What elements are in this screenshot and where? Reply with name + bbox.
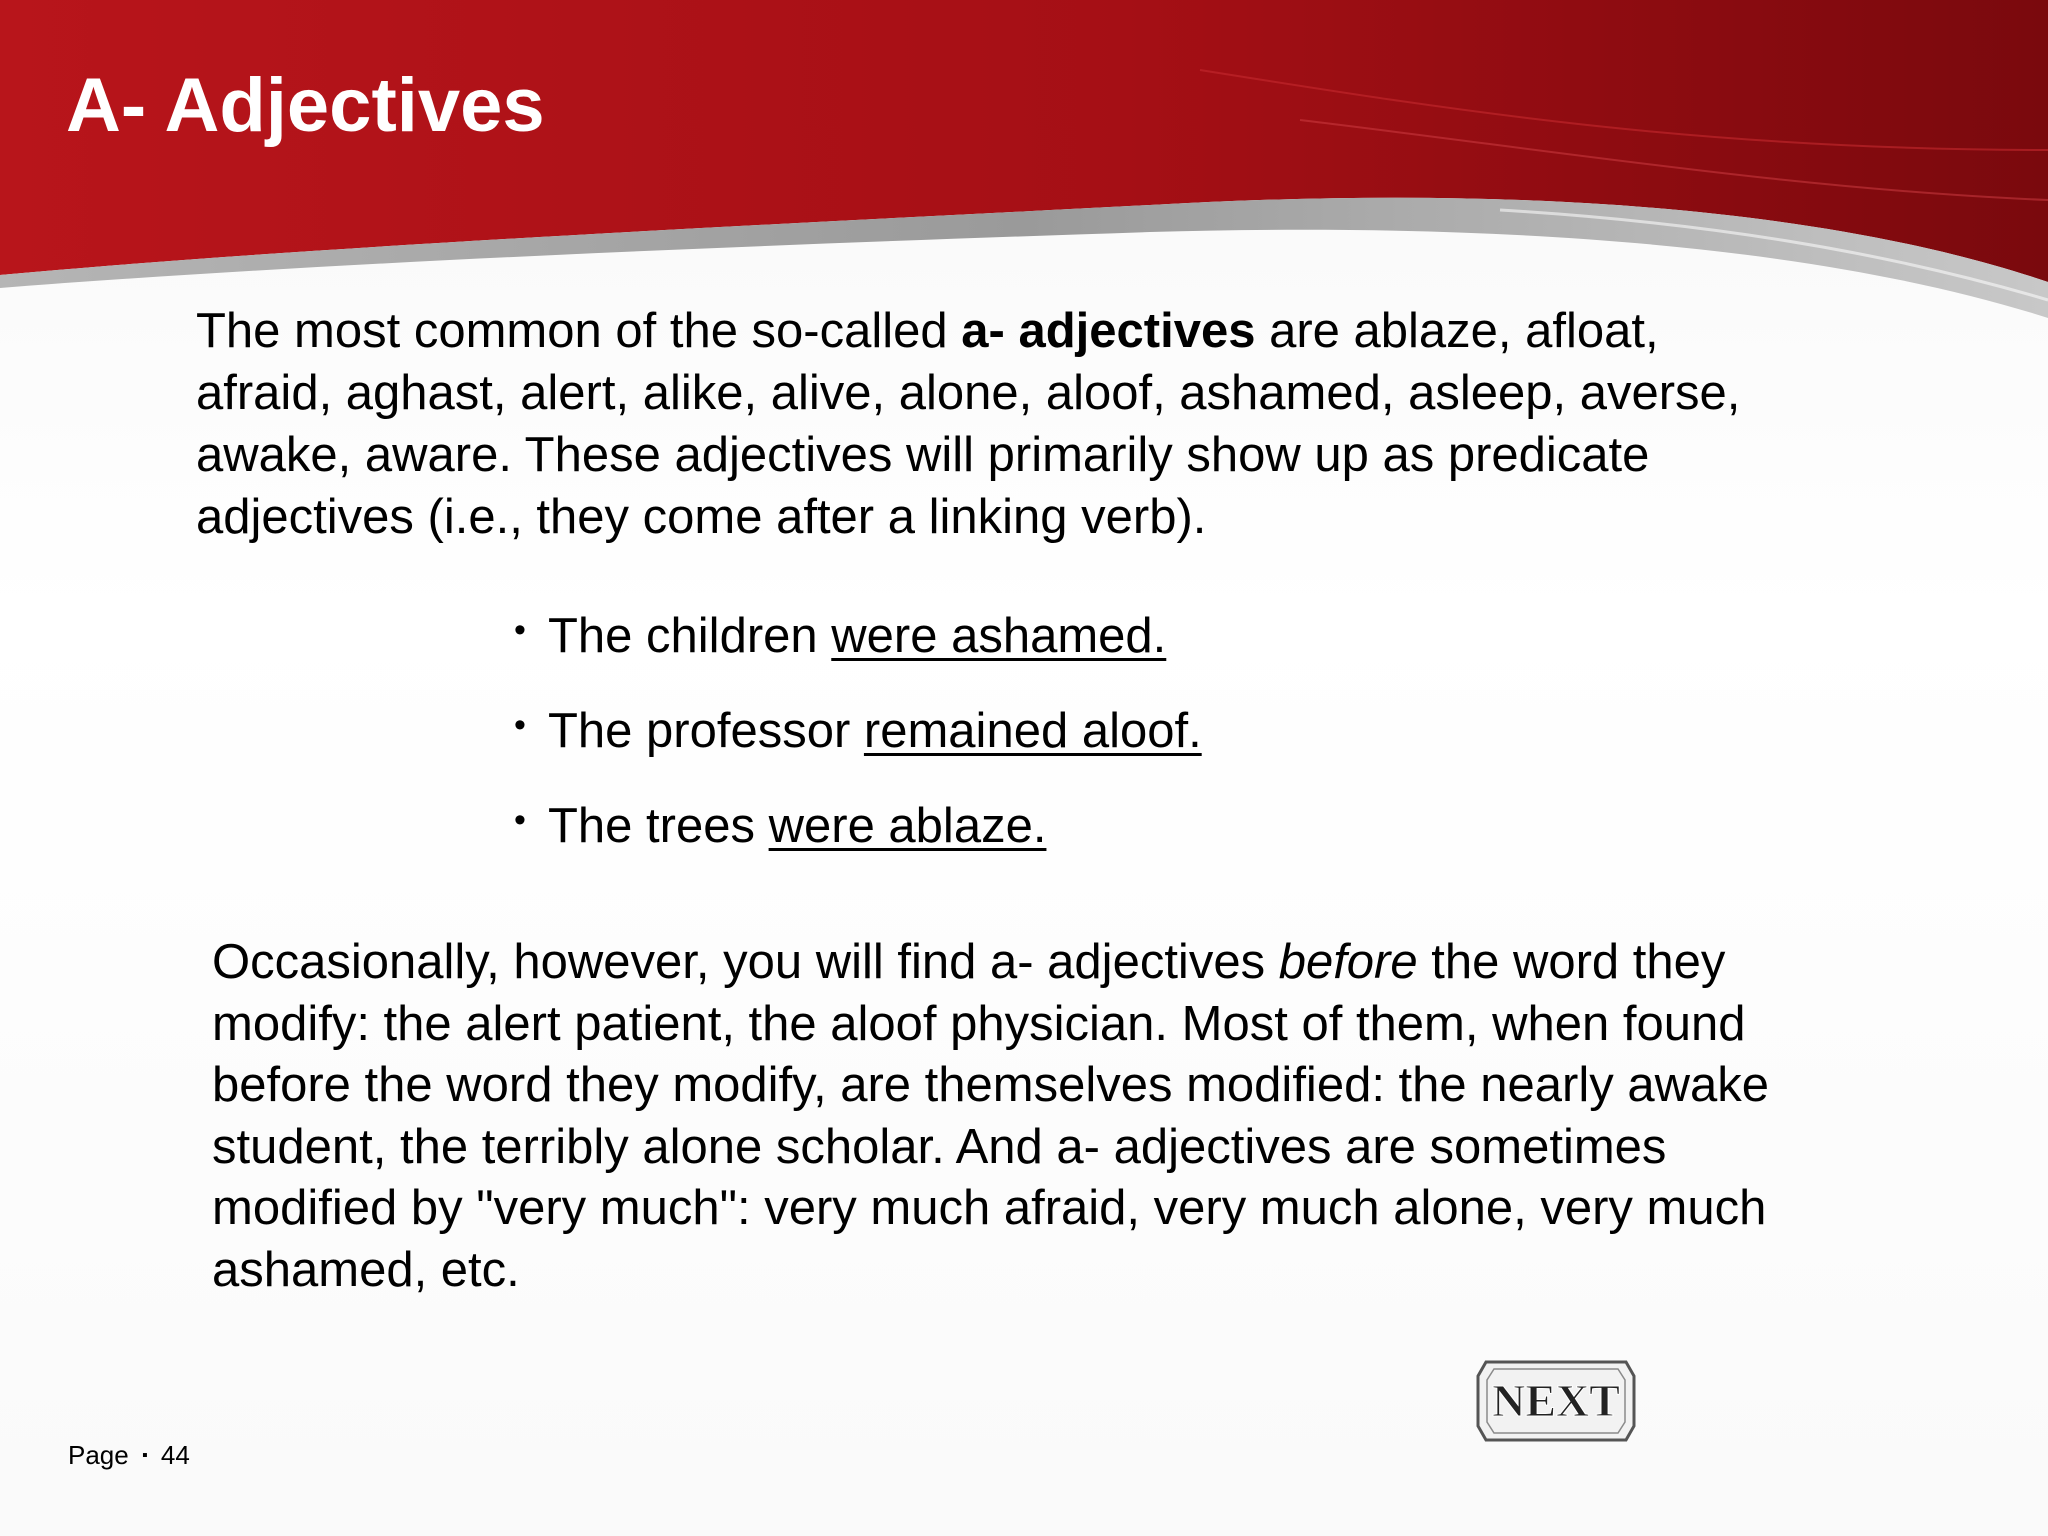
slide-title: A- Adjectives (66, 63, 545, 148)
example-plain-text: The trees (548, 799, 769, 853)
header-banner (0, 0, 2048, 330)
example-plain-text: The professor (548, 704, 864, 758)
intro-paragraph (196, 300, 1756, 548)
intro-text-end: are ablaze, afloat, afraid, aghast, alert, alike, alive, alone, aloof, ashamed, asleep, averse, awake, aware. These adjectives will primarily show up as predicate adjectives (i.e., they come after a linking verb). (196, 304, 1741, 544)
bullet-icon: • (514, 801, 526, 839)
second-paragraph (212, 932, 1852, 1301)
para2-italic-term: before (1278, 935, 1418, 989)
intro-text-start: The most common of the so-called (196, 304, 962, 358)
bullet-icon: • (514, 706, 526, 744)
example-underlined-text: remained aloof. (863, 704, 1202, 758)
intro-bold-term: a- adjectives (961, 304, 1256, 358)
example-item (512, 605, 1202, 700)
example-underlined-text: were ablaze. (768, 799, 1047, 853)
page-footer (68, 1440, 190, 1471)
page-separator: ▪ (141, 1447, 148, 1464)
page-label: Page (68, 1440, 129, 1470)
example-item (512, 795, 1202, 890)
example-plain-text: The children (548, 609, 832, 663)
para2-text-end: the word they modify: the alert patient, the aloof physician. Most of them, when found before the word they modify, are themselves modified: the nearly awake student, the terribly alone scholar. And a- adjectives are sometimes modified by "very much": very much afraid, very much alone, very much ashamed, etc. (212, 935, 1769, 1297)
bullet-icon: • (514, 611, 526, 649)
next-button-label: NEXT (1492, 1375, 1620, 1426)
example-list (512, 605, 1202, 890)
para2-text-start: Occasionally, however, you will find a- adjectives (212, 935, 1279, 989)
example-underlined-text: were ashamed. (831, 609, 1167, 663)
example-item (512, 700, 1202, 795)
page-number: 44 (160, 1440, 190, 1470)
next-button[interactable] (1472, 1356, 1640, 1446)
